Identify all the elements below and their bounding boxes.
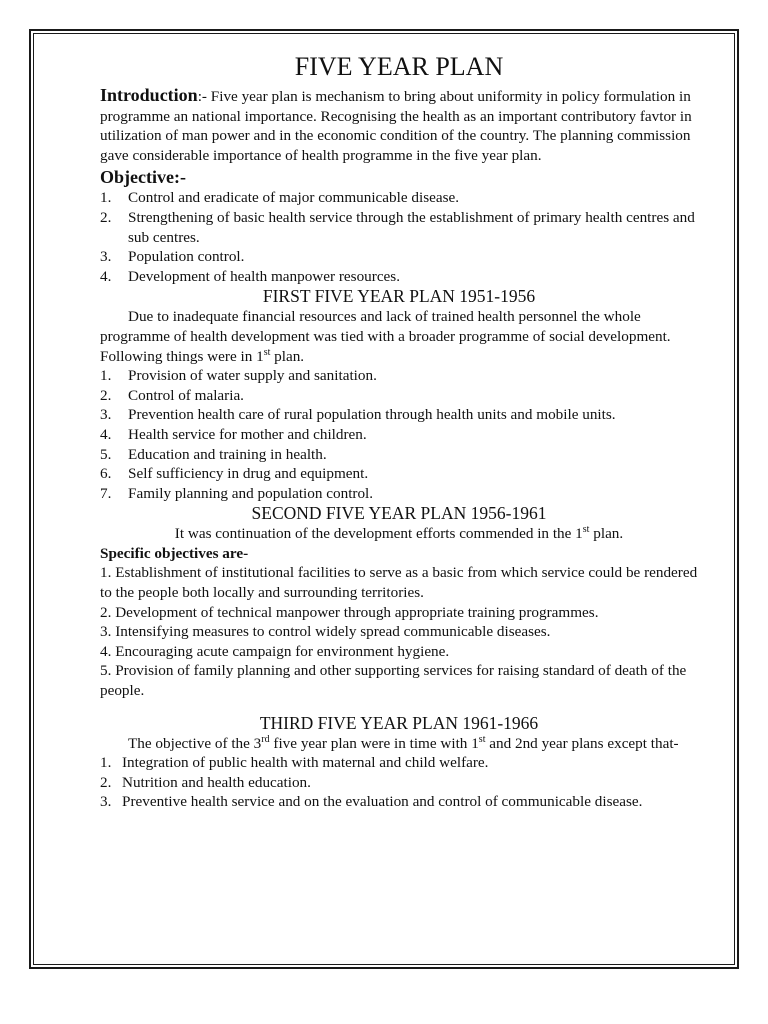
item-text: Education and training in health.: [128, 445, 327, 463]
item-number: 3.: [100, 248, 112, 266]
list-item: [100, 247, 698, 267]
objective-heading: Objective:-: [100, 167, 186, 188]
list-item: 5. Provision of family planning and other supporting services for raising standard of death of the people.: [100, 662, 687, 700]
item-text: Control of malaria.: [128, 386, 244, 404]
item-text: Strengthening of basic health service through the establishment of primary health centres and sub centres.: [128, 208, 695, 246]
intro-text: Five year plan is mechanism to bring about uniformity in policy formulation in programme an national importance. Recognising the health as an important contributory favtor in utilization of man power and in the economic condition of the country. The planning commission gave considerable importance of health programme in the five year plan.: [100, 88, 692, 164]
item-number: 7.: [100, 484, 112, 502]
third-plan-list: [100, 753, 698, 812]
item-number: 2.: [100, 386, 112, 404]
second-plan-text: It was continuation of the development efforts commended in the 1: [174, 525, 583, 543]
item-text: Self sufficiency in drug and equipment.: [128, 465, 369, 483]
list-item: 3. Intensifying measures to control widely spread communicable diseases.: [100, 623, 551, 641]
first-plan-list: [100, 366, 698, 503]
item-number: 6.: [100, 465, 112, 483]
intro-label: Introduction: [100, 85, 198, 105]
list-item: [100, 386, 698, 406]
second-plan-heading: SECOND FIVE YEAR PLAN 1956-1961: [251, 503, 547, 524]
item-number: 5.: [100, 445, 112, 463]
list-item: [100, 792, 698, 812]
item-number: 3.: [100, 793, 112, 811]
item-text: Preventive health service and on the evaluation and control of communicable disease.: [122, 793, 643, 811]
first-plan-heading: FIRST FIVE YEAR PLAN 1951-1956: [262, 286, 536, 307]
item-number: 1.: [100, 754, 112, 772]
ordinal-suffix: st: [582, 524, 590, 536]
list-item: [100, 188, 698, 208]
list-item: 2. Development of technical manpower through appropriate training programmes.: [100, 603, 599, 621]
ordinal-suffix: st: [263, 346, 271, 358]
ordinal-suffix: rd: [261, 733, 270, 745]
page-title: FIVE YEAR PLAN: [294, 52, 504, 81]
document-body: [100, 50, 698, 812]
third-plan-text-mid: five year plan were in time with 1: [269, 734, 479, 752]
item-number: 2.: [100, 208, 112, 226]
second-plan-text-end: plan.: [589, 525, 624, 543]
item-number: 4.: [100, 425, 112, 443]
third-plan-heading: THIRD FIVE YEAR PLAN 1961-1966: [259, 712, 539, 733]
list-item: [100, 425, 698, 445]
list-item: 1. Establishment of institutional facilities to serve as a basic from which service could be rendered to the people both locally and surrounding territories.: [100, 564, 698, 602]
item-number: 1.: [100, 367, 112, 385]
item-number: 3.: [100, 406, 112, 424]
item-number: 2.: [100, 773, 112, 791]
intro-paragraph: [100, 86, 698, 165]
list-item: [100, 405, 698, 425]
third-plan-paragraph: [100, 734, 698, 754]
first-plan-text-end: plan.: [270, 347, 305, 365]
intro-separator: :-: [197, 88, 207, 105]
item-text: Integration of public health with maternal and child welfare.: [122, 754, 489, 772]
item-text: Nutrition and health education.: [122, 773, 311, 791]
second-plan-paragraph: [100, 524, 698, 544]
item-number: 1.: [100, 189, 112, 207]
item-text: Provision of water supply and sanitation.: [128, 367, 377, 385]
item-text: Development of health manpower resources.: [128, 267, 401, 285]
first-plan-text: Due to inadequate financial resources and lack of trained health personnel the whole programme of health development was tied with a broader programme of social development. Following things were in 1: [100, 308, 671, 365]
item-text: Family planning and population control.: [128, 484, 374, 502]
specific-objectives-heading: Specific objectives are-: [100, 544, 249, 562]
item-text: Prevention health care of rural population through health units and mobile units.: [128, 406, 616, 424]
third-plan-text: The objective of the 3: [128, 734, 262, 752]
list-item: [100, 208, 698, 247]
second-plan-list: [100, 563, 698, 700]
list-item: [100, 753, 698, 773]
list-item: [100, 267, 698, 287]
list-item: [100, 464, 698, 484]
list-item: 4. Encouraging acute campaign for environment hygiene.: [100, 642, 450, 660]
list-item: [100, 366, 698, 386]
item-text: Health service for mother and children.: [128, 425, 367, 443]
first-plan-paragraph: [100, 307, 698, 366]
item-number: 4.: [100, 267, 112, 285]
objective-list: [100, 188, 698, 286]
third-plan-text-end: and 2nd year plans except that-: [485, 734, 679, 752]
item-text: Control and eradicate of major communicable disease.: [128, 189, 460, 207]
ordinal-suffix: st: [478, 733, 486, 745]
list-item: [100, 445, 698, 465]
item-text: Population control.: [128, 248, 245, 266]
list-item: [100, 484, 698, 504]
list-item: [100, 773, 698, 793]
